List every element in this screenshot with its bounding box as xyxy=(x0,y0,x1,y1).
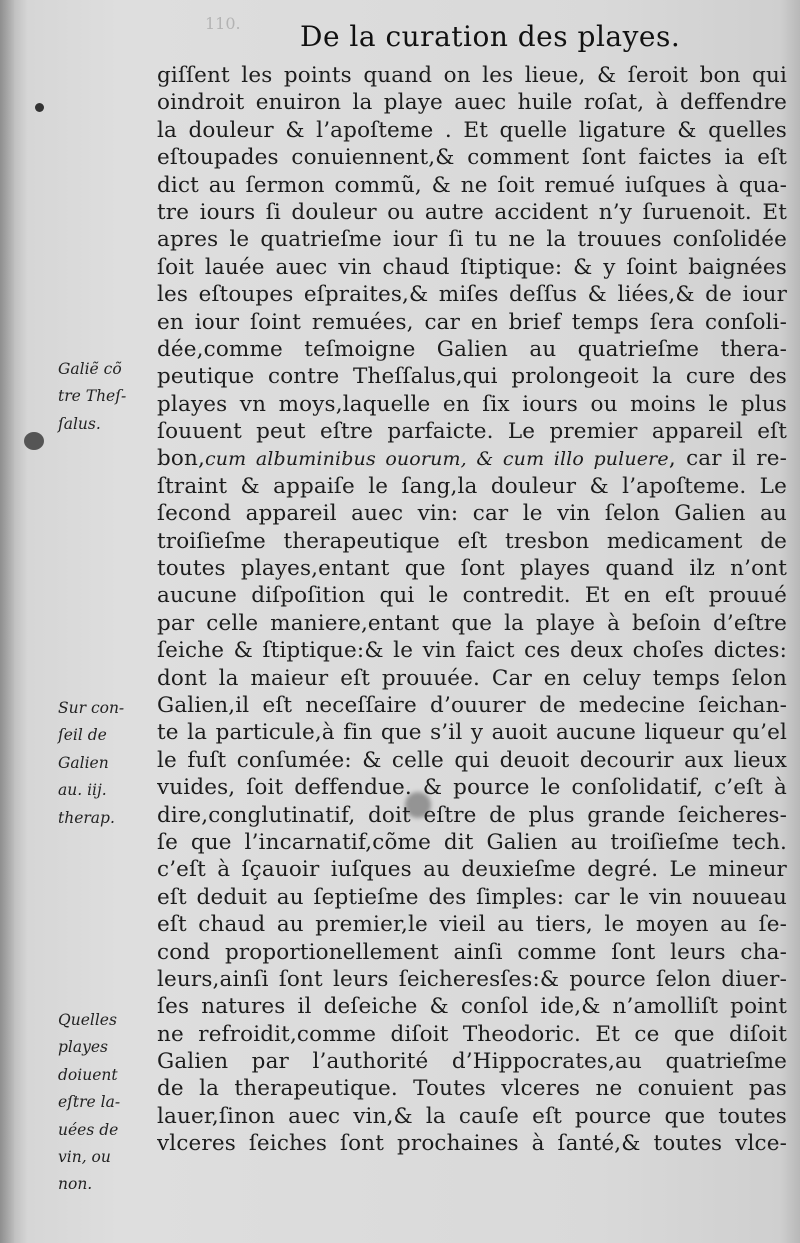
text-line: eſt chaud au premier,le vieil au tiers, le moyen au ſe- xyxy=(157,912,787,938)
text-line: dict au ſermon commũ, & ne ſoit remué iuſques à qua- xyxy=(157,172,787,198)
text-line: de la therapeutique. Toutes vlceres ne conuient pas xyxy=(157,1076,787,1102)
margin-note-line: playes xyxy=(58,1038,109,1057)
running-header: De la curation des playes. xyxy=(300,20,681,53)
margin-note-line: tre Theſ- xyxy=(58,387,127,406)
ink-blot xyxy=(24,432,44,450)
text-line: vuides, ſoit deffendue. & pource le conſolidatif, c’eſt à xyxy=(157,775,787,801)
text-line: vlceres ſeiches ſont prochaines à ſanté,& toutes vlce- xyxy=(157,1131,787,1157)
margin-note-line: ſalus. xyxy=(58,414,101,433)
text-line: dée,comme teſmoigne Galien au quatrieſme thera- xyxy=(157,336,787,362)
text-line: ſes natures il deſeiche & conſol ide,& n’amolliſt point xyxy=(157,994,787,1020)
text-line: ſecond appareil auec vin: car le vin ſelon Galien au xyxy=(157,501,787,527)
text-line: ſtraint & appaiſe le ſang,la douleur & l’apoſteme. Le xyxy=(157,473,787,499)
text-line: par celle maniere,entant que la playe à beſoin d’eſtre xyxy=(157,610,787,636)
text-line: dire,conglutinatif, doit eſtre de plus grande ſeicheres- xyxy=(157,802,787,828)
text-line: leurs,ainſi ſont leurs ſeicheresſes:& pource ſelon diuer- xyxy=(157,966,787,992)
text-line: Galien,il eſt neceſſaire d’ouurer de medecine ſeichan- xyxy=(157,692,787,718)
text-line: le fuſt conſumée: & celle qui deuoit decourir aux lieux xyxy=(157,747,787,773)
text-line: eſtoupades conuiennent,& comment ſont faictes ia eſt xyxy=(157,145,787,171)
margin-note-line: non. xyxy=(58,1175,93,1194)
text-line: la douleur & l’apoſteme . Et quelle ligature & quelles xyxy=(157,117,787,143)
text-line: Galien par l’authorité d’Hippocrates,au quatrieſme xyxy=(157,1049,787,1075)
margin-note-line: au. iij. xyxy=(58,781,107,800)
text-line: dont la maieur eſt prouuée. Car en celuy temps ſelon xyxy=(157,665,787,691)
text-line: peutique contre Theſſalus,qui prolongeoit la cure des xyxy=(157,364,787,390)
binding-gutter xyxy=(0,0,14,1243)
text-line: les eſtoupes eſpraites,& miſes deſſus & liées,& de iour xyxy=(157,282,787,308)
text-line: playes vn moys,laquelle en ſix iours ou moins le plus xyxy=(157,391,787,417)
text-line: ſe que l’incarnatif,cõme dit Galien au troiſieſme tech. xyxy=(157,829,787,855)
bleed-through-text: 110. xyxy=(205,14,241,33)
text-line: toutes playes,entant que ſont playes quand ilz n’ont xyxy=(157,556,787,582)
text-line: cond proportionellement ainſi comme ſont leurs cha- xyxy=(157,939,787,965)
text-line: ne refroidit,comme diſoit Theodoric. Et ce que diſoit xyxy=(157,1021,787,1047)
margin-note-line: ſeil de xyxy=(58,726,107,745)
text-line: te la particule,à fin que s’il y auoit aucune liqueur qu’el xyxy=(157,720,787,746)
text-line: eſt deduit au ſeptieſme des ſimples: car le vin nouueau xyxy=(157,884,787,910)
text-line: ſoit lauée auec vin chaud ſtiptique: & y ſoint baignées xyxy=(157,254,787,280)
text-line: lauer,ſinon auec vin,& la cauſe eſt pource que toutes xyxy=(157,1103,787,1129)
margin-note-line: doiuent xyxy=(58,1065,118,1084)
ink-dot xyxy=(35,103,44,112)
margin-note-line: therap. xyxy=(58,808,115,827)
text-line: apres le quatrieſme iour ſi tu ne la trouues conſolidée xyxy=(157,227,787,253)
margin-note-line: vin, ou xyxy=(58,1147,111,1166)
body-text xyxy=(157,62,787,1158)
margin-note-quelles-playes xyxy=(58,1007,153,1199)
text-line: tre iours ſi douleur ou autre accident n’y ſuruenoit. Et xyxy=(157,199,787,225)
text-line: en iour ſoint remuées, car en brief temps ſera conſoli- xyxy=(157,309,787,335)
margin-note-line: Galien xyxy=(58,753,109,772)
text-line: troiſieſme therapeutique eſt tresbon medicament de xyxy=(157,528,787,554)
margin-note-sur-conseil-de-galien xyxy=(58,695,153,832)
text-line: ſeiche & ſtiptique:& le vin faict ces deux choſes dictes: xyxy=(157,638,787,664)
margin-note-galien-contre-thessalus xyxy=(58,356,153,438)
margin-note-line: uées de xyxy=(58,1120,119,1139)
margin-note-line: Galiẽ cõ xyxy=(58,360,122,378)
text-line: giſſent les points quand on les lieue, & ſeroit bon qui xyxy=(157,63,787,88)
text-line: c’eſt à ſçauoir iuſques au deuxieſme degré. Le mineur xyxy=(157,857,787,883)
text-line: bon,cum albuminibus ouorum, & cum illo puluere, car il re- xyxy=(157,446,787,472)
margin-note-line: eſtre la- xyxy=(58,1093,121,1112)
text-line: oindroit enuiron la playe auec huile roſat, à deffendre xyxy=(157,90,787,116)
margin-note-line: Quelles xyxy=(58,1011,117,1029)
text-line: ſouuent peut eſtre parfaicte. Le premier appareil eſt xyxy=(157,419,787,445)
margin-note-line: Sur con- xyxy=(58,699,125,717)
text-line: aucune diſpoſition qui le contredit. Et en eſt prouué xyxy=(157,583,787,609)
